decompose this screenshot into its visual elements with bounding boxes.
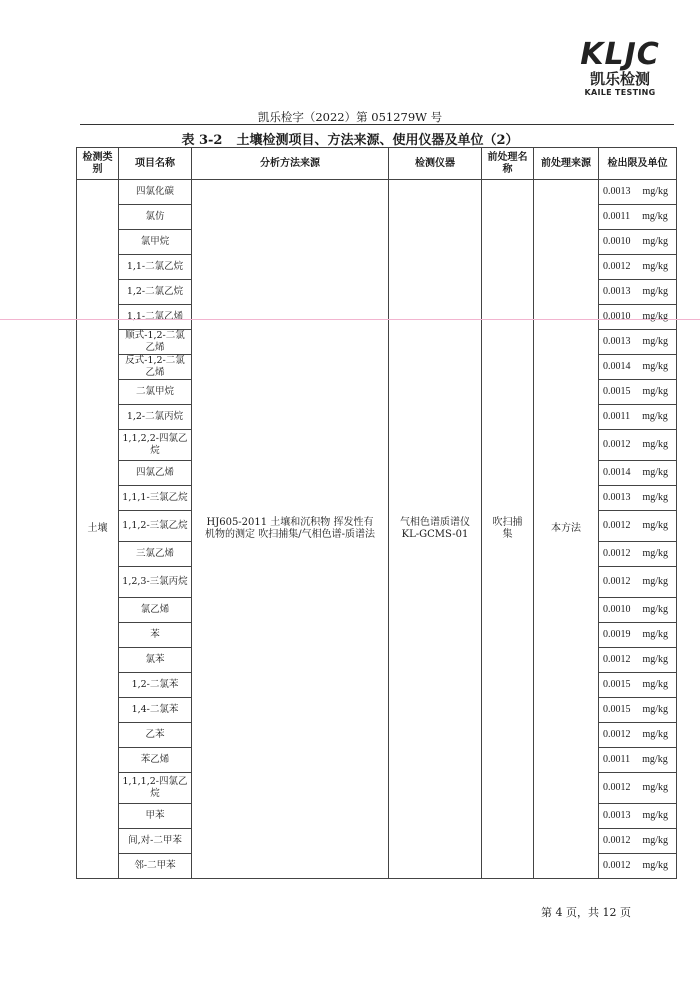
header-category: 检测类别 <box>77 148 119 180</box>
detection-limit-value: 0.0012 <box>603 835 631 846</box>
cell-detection-limit <box>599 405 677 430</box>
cell-item-name: 1,1,2,2-四氯乙烷 <box>119 430 192 461</box>
detection-limit-unit: mg/kg <box>642 679 669 690</box>
cell-detection-limit <box>599 648 677 673</box>
cell-detection-limit <box>599 511 677 542</box>
detection-limit-unit: mg/kg <box>642 336 669 347</box>
cell-detection-limit <box>599 280 677 305</box>
header-item: 项目名称 <box>119 148 192 180</box>
cell-detection-limit <box>599 255 677 280</box>
cell-detection-limit <box>599 623 677 648</box>
cell-detection-limit <box>599 829 677 854</box>
detection-limit-unit: mg/kg <box>642 835 669 846</box>
cell-detection-limit <box>599 180 677 205</box>
detection-limit-unit: mg/kg <box>642 860 669 871</box>
detection-limit-value: 0.0015 <box>603 386 631 397</box>
detection-limit-unit: mg/kg <box>642 704 669 715</box>
detection-limit-value: 0.0012 <box>603 439 631 450</box>
detection-limit-unit: mg/kg <box>642 311 669 322</box>
cell-item-name: 氯苯 <box>119 648 192 673</box>
header-instrument: 检测仪器 <box>389 148 482 180</box>
detection-limit-value: 0.0012 <box>603 520 631 531</box>
detection-limit-value: 0.0014 <box>603 467 631 478</box>
cell-item-name: 1,2-二氯乙烷 <box>119 280 192 305</box>
detection-limit-unit: mg/kg <box>642 411 668 422</box>
cell-item-name: 四氯化碳 <box>119 180 192 205</box>
cell-item-name: 甲苯 <box>119 804 192 829</box>
detection-limit-value: 0.0011 <box>603 411 631 422</box>
cell-detection-limit <box>599 723 677 748</box>
cell-item-name: 1,1-二氯乙烯 <box>119 305 192 330</box>
cell-detection-limit <box>599 773 677 804</box>
detection-limit-unit: mg/kg <box>642 810 669 821</box>
header-pretreatment: 前处理名称 <box>482 148 534 180</box>
detection-limit-value: 0.0015 <box>603 679 631 690</box>
scan-artifact-line <box>0 319 700 320</box>
cell-item-name: 乙苯 <box>119 723 192 748</box>
cell-item-name: 邻-二甲苯 <box>119 854 192 879</box>
cell-detection-limit <box>599 355 677 380</box>
header-method: 分析方法来源 <box>192 148 389 180</box>
soil-test-table <box>76 147 677 879</box>
detection-limit-value: 0.0012 <box>603 548 631 559</box>
detection-limit-unit: mg/kg <box>642 286 669 297</box>
header-pretreatment-source: 前处理来源 <box>534 148 599 180</box>
detection-limit-value: 0.0012 <box>603 576 631 587</box>
cell-detection-limit <box>599 330 677 355</box>
table-caption <box>0 129 700 148</box>
table-header-row <box>77 148 677 180</box>
cell-detection-limit <box>599 748 677 773</box>
header-rule <box>80 124 674 125</box>
cell-item-name: 1,4-二氯苯 <box>119 698 192 723</box>
detection-limit-value: 0.0013 <box>603 492 631 503</box>
detection-limit-value: 0.0015 <box>603 704 631 715</box>
detection-limit-value: 0.0010 <box>603 236 631 247</box>
cell-detection-limit <box>599 542 677 567</box>
detection-limit-unit: mg/kg <box>642 261 669 272</box>
logo-chinese-name: 凯乐检测 <box>589 70 650 88</box>
cell-item-name: 二氯甲烷 <box>119 380 192 405</box>
cell-detection-limit <box>599 804 677 829</box>
detection-limit-value: 0.0012 <box>603 860 631 871</box>
cell-item-name: 顺式-1,2-二氯乙烯 <box>119 330 192 355</box>
table-caption-number: 表 3-2 <box>181 133 223 148</box>
detection-limit-value: 0.0012 <box>603 261 631 272</box>
cell-detection-limit <box>599 698 677 723</box>
detection-limit-unit: mg/kg <box>642 386 669 397</box>
detection-limit-value: 0.0010 <box>603 311 631 322</box>
detection-limit-unit: mg/kg <box>642 361 669 372</box>
cell-detection-limit <box>599 380 677 405</box>
detection-limit-value: 0.0014 <box>603 361 631 372</box>
detection-limit-unit: mg/kg <box>642 439 669 450</box>
cell-item-name: 1,1,2-三氯乙烷 <box>119 511 192 542</box>
detection-limit-value: 0.0011 <box>603 754 631 765</box>
cell-item-name: 1,1,1-三氯乙烷 <box>119 486 192 511</box>
header-detection-limit: 检出限及单位 <box>599 148 677 180</box>
cell-detection-limit <box>599 598 677 623</box>
cell-item-name: 氯乙烯 <box>119 598 192 623</box>
detection-limit-unit: mg/kg <box>642 629 669 640</box>
detection-limit-value: 0.0013 <box>603 810 631 821</box>
cell-pretreatment-source: 本方法 <box>534 180 599 879</box>
detection-limit-value: 0.0012 <box>603 729 631 740</box>
detection-limit-unit: mg/kg <box>642 754 668 765</box>
detection-limit-value: 0.0013 <box>603 286 631 297</box>
company-logo <box>580 37 660 98</box>
cell-item-name: 间,对-二甲苯 <box>119 829 192 854</box>
detection-limit-unit: mg/kg <box>642 520 669 531</box>
page-footer: 第 4 页，共 12 页 <box>541 906 631 919</box>
cell-detection-limit <box>599 230 677 255</box>
logo-mark: KLJC <box>580 37 660 72</box>
cell-item-name: 三氯乙烯 <box>119 542 192 567</box>
detection-limit-unit: mg/kg <box>642 782 669 793</box>
cell-detection-limit <box>599 854 677 879</box>
detection-limit-unit: mg/kg <box>642 604 669 615</box>
detection-limit-unit: mg/kg <box>642 729 669 740</box>
cell-item-name: 1,2-二氯丙烷 <box>119 405 192 430</box>
detection-limit-value: 0.0012 <box>603 782 631 793</box>
detection-limit-unit: mg/kg <box>642 186 669 197</box>
cell-detection-limit <box>599 305 677 330</box>
detection-limit-unit: mg/kg <box>642 492 669 503</box>
cell-detection-limit <box>599 430 677 461</box>
cell-item-name: 氯甲烷 <box>119 230 192 255</box>
cell-item-name: 四氯乙烯 <box>119 461 192 486</box>
detection-limit-value: 0.0013 <box>603 186 631 197</box>
cell-item-name: 1,1-二氯乙烷 <box>119 255 192 280</box>
cell-detection-limit <box>599 486 677 511</box>
detection-limit-value: 0.0013 <box>603 336 631 347</box>
detection-limit-unit: mg/kg <box>642 467 669 478</box>
cell-item-name: 1,1,1,2-四氯乙烷 <box>119 773 192 804</box>
cell-detection-limit <box>599 673 677 698</box>
cell-item-name: 1,2-二氯苯 <box>119 673 192 698</box>
cell-category: 土壤 <box>77 180 119 879</box>
cell-item-name: 苯 <box>119 623 192 648</box>
detection-limit-unit: mg/kg <box>642 548 669 559</box>
cell-detection-limit <box>599 205 677 230</box>
cell-method: HJ605-2011 土壤和沉积物 挥发性有机物的测定 吹扫捕集/气相色谱-质谱法 <box>192 180 389 879</box>
report-number: 凯乐检字（2022）第 051279W 号 <box>257 110 443 124</box>
cell-pretreatment: 吹扫捕集 <box>482 180 534 879</box>
cell-item-name: 氯仿 <box>119 205 192 230</box>
detection-limit-value: 0.0019 <box>603 629 631 640</box>
table-row <box>77 180 677 205</box>
detection-limit-unit: mg/kg <box>642 236 669 247</box>
detection-limit-value: 0.0010 <box>603 604 631 615</box>
detection-limit-value: 0.0011 <box>603 211 631 222</box>
detection-limit-unit: mg/kg <box>642 654 669 665</box>
cell-instrument: 气相色谱质谱仪 KL-GCMS-01 <box>389 180 482 879</box>
detection-limit-unit: mg/kg <box>642 211 668 222</box>
cell-detection-limit <box>599 461 677 486</box>
cell-item-name: 反式-1,2-二氯乙烯 <box>119 355 192 380</box>
table-caption-title: 土壤检测项目、方法来源、使用仪器及单位（2） <box>236 133 519 148</box>
detection-limit-value: 0.0012 <box>603 654 631 665</box>
cell-detection-limit <box>599 567 677 598</box>
table-body <box>77 180 677 879</box>
cell-item-name: 苯乙烯 <box>119 748 192 773</box>
cell-item-name: 1,2,3-三氯丙烷 <box>119 567 192 598</box>
detection-limit-unit: mg/kg <box>642 576 669 587</box>
logo-english-name: KAILE TESTING <box>584 88 656 97</box>
